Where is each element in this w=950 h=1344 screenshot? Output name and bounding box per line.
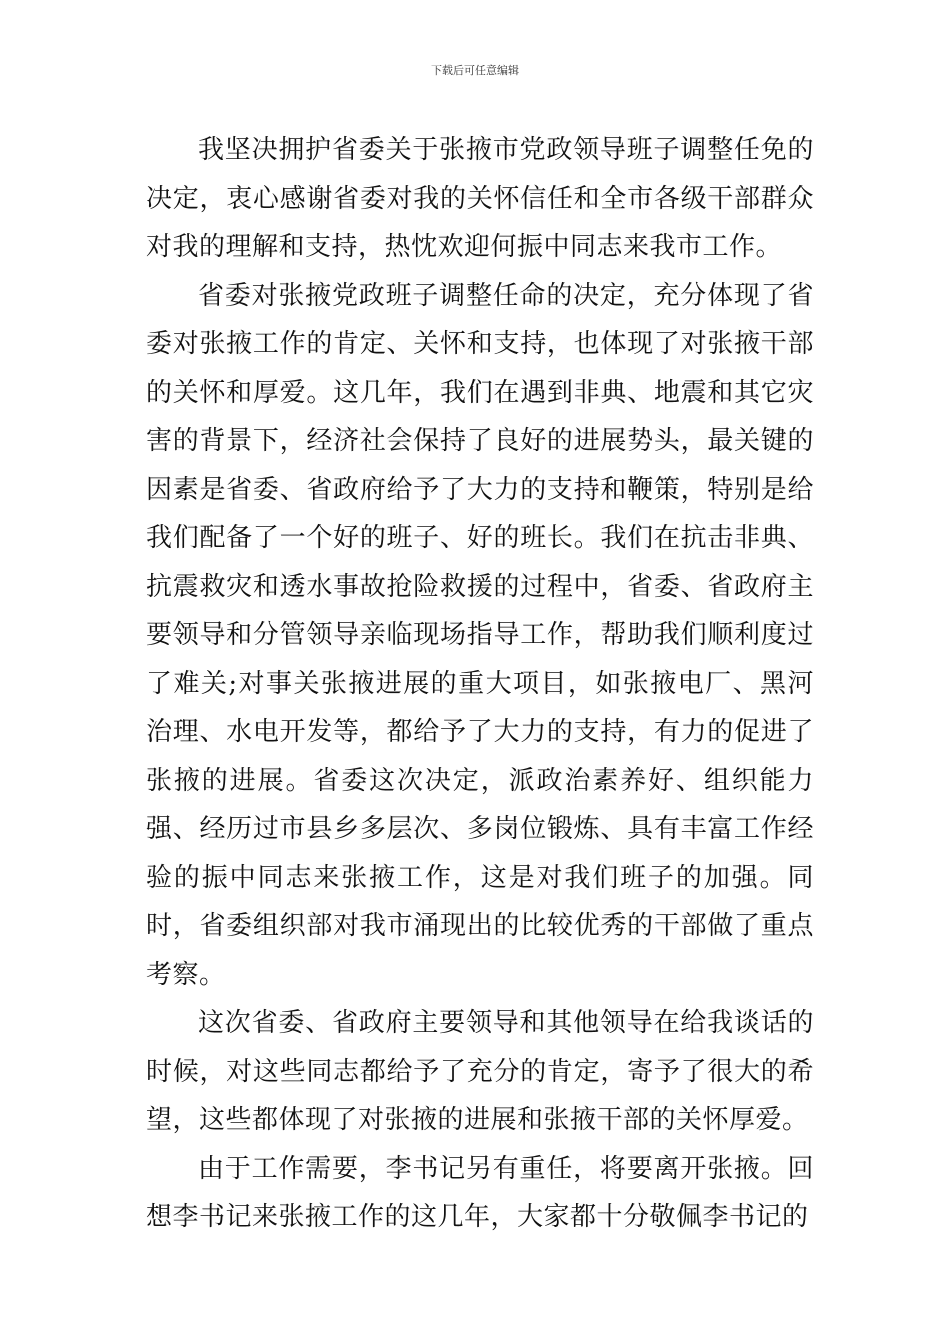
document-body <box>146 126 814 1242</box>
paragraph: 我坚决拥护省委关于张掖市党政领导班子调整任免的决定，衷心感谢省委对我的关怀信任和全市各级干部群众对我的理解和支持，热忱欢迎何振中同志来我市工作。 <box>146 135 814 262</box>
page-header-note: 下载后可任意编辑 <box>431 64 519 77</box>
paragraph: 省委对张掖党政班子调整任命的决定，充分体现了省委对张掖工作的肯定、关怀和支持，也体现了对张掖干部的关怀和厚爱。这几年，我们在遇到非典、地震和其它灾害的背景下，经济社会保持了良好的进展势头，最关键的因素是省委、省政府给予了大力的支持和鞭策，特别是给我们配备了一个好的班子、好的班长。我们在抗击非典、抗震救灾和透水事故抢险救援的过程中，省委、省政府主要领导和分管领导亲临现场指导工作，帮助我们顺利度过了难关;对事关张掖进展的重大项目，如张掖电厂、黑河治理、水电开发等，都给予了大力的支持，有力的促进了张掖的进展。省委这次决定，派政治素养好、组织能力强、经历过市县乡多层次、多岗位锻炼、具有丰富工作经验的振中同志来张掖工作，这是对我们班子的加强。同时，省委组织部对我市涌现出的比较优秀的干部做了重点考察。 <box>146 280 814 990</box>
paragraph: 由于工作需要，李书记另有重任，将要离开张掖。回想李书记来张掖工作的这几年，大家都十分敬佩李书记的 <box>146 1153 814 1232</box>
paragraph: 这次省委、省政府主要领导和其他领导在给我谈话的时候，对这些同志都给予了充分的肯定，寄予了很大的希望，这些都体现了对张掖的进展和张掖干部的关怀厚爱。 <box>146 1008 814 1135</box>
